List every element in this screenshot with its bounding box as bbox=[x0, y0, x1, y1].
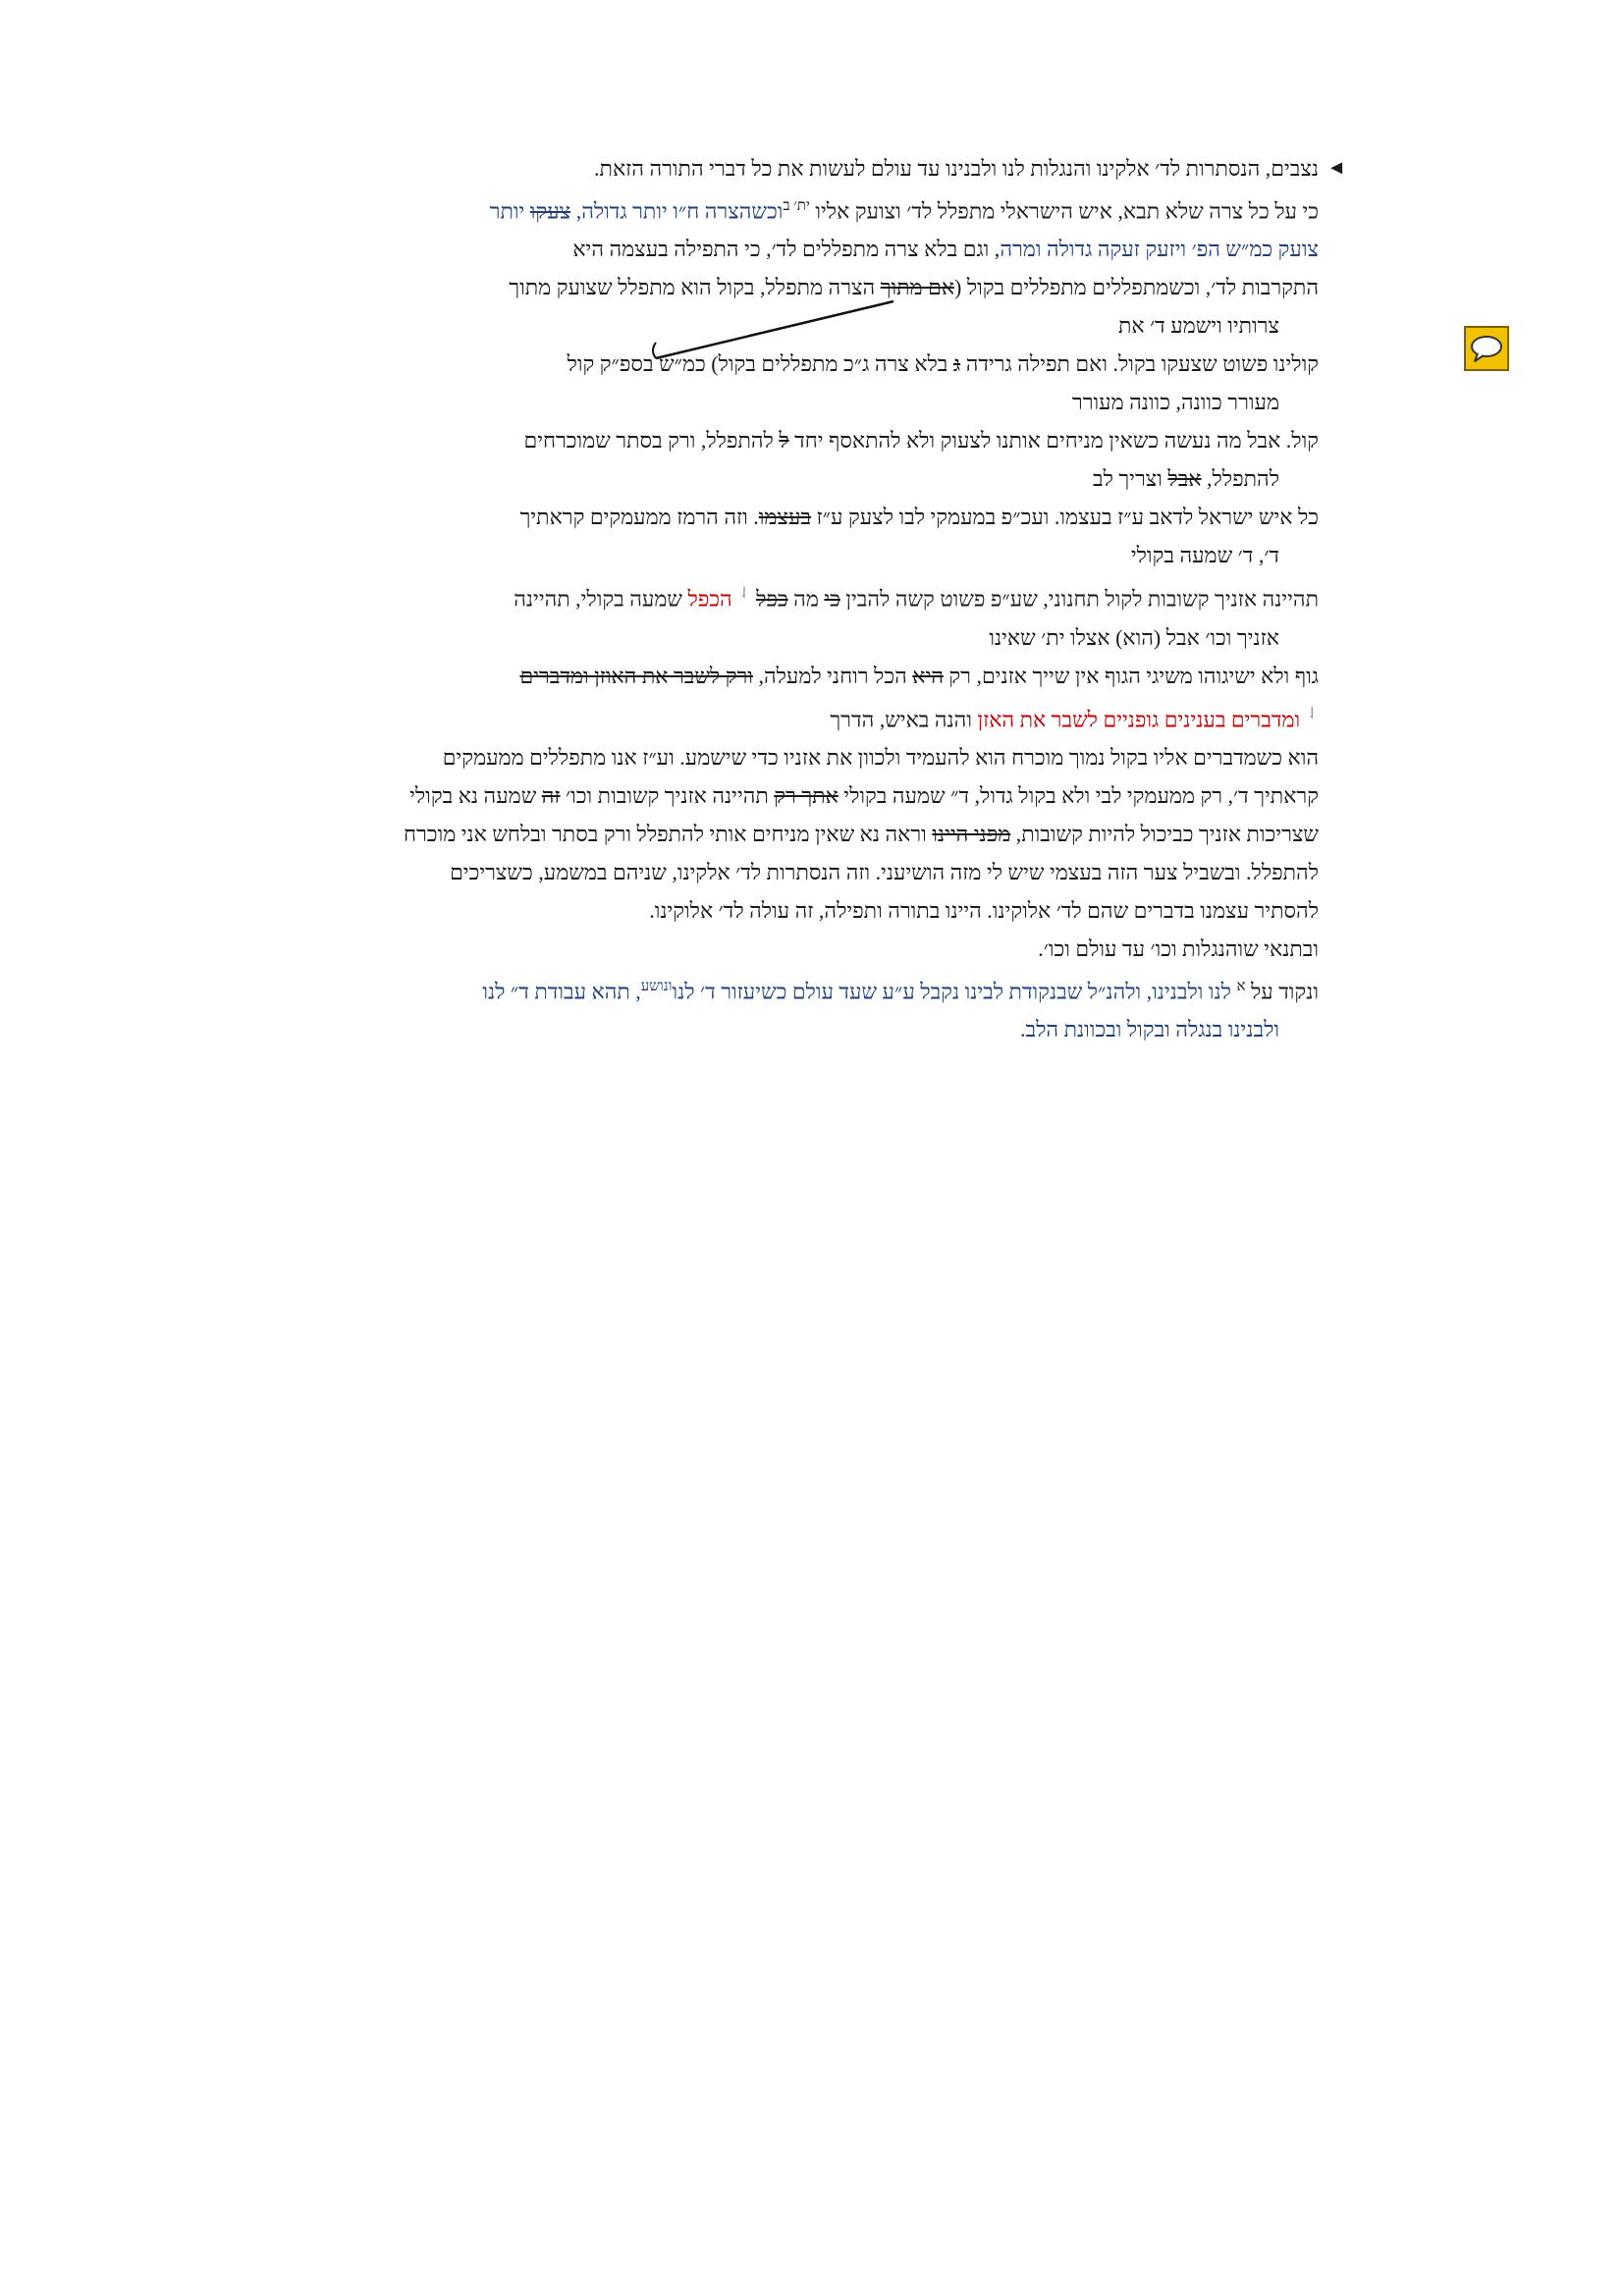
text-segment: הכפל bbox=[687, 586, 738, 612]
text-segment: ונקוד על bbox=[1245, 979, 1319, 1004]
text-segment: תהיינה אזניך קשובות לקול תחנוני, שע״פ פשוט קשה להבין bbox=[839, 586, 1319, 612]
text-segment: גוף ולא ישיגוהו משיגי הגוף אין שייך אזנים, רק bbox=[943, 663, 1319, 688]
text-segment: להתפלל, bbox=[1201, 466, 1279, 492]
text-segment: כי על כל צרה שלא תבא, איש הישראלי מתפלל לד׳ וצועק אליו bbox=[809, 198, 1319, 224]
text-segment: יותר bbox=[489, 198, 530, 224]
text-segment: וכשהצרה ח״ו יותר גדולה, bbox=[570, 198, 784, 224]
text-segment: אבל bbox=[1167, 466, 1202, 492]
text-segment: הצרה מתפלל, בקול הוא מתפלל שצועק מתוך bbox=[509, 275, 881, 300]
text-segment: ובתנאי שוהנגלות וכו׳ עד עולם וכו׳. bbox=[1038, 935, 1319, 961]
text-segment: ⇃ bbox=[1305, 705, 1319, 722]
text-segment: בעצמו bbox=[758, 505, 811, 530]
text-segment: זה bbox=[541, 782, 561, 808]
text-segment: שצריכות אזניך כביכול להיות קשובות, bbox=[1010, 821, 1319, 846]
text-segment: ורק לשבר את האוזן ומדברים bbox=[519, 663, 753, 688]
text-segment: ⇃ bbox=[737, 585, 751, 603]
text-segment: להסתיר עצמנו בדברים שהם לד׳ אלוקינו. היינו בתורה ותפילה, זה עולה לד׳ אלוקינו. bbox=[649, 897, 1319, 923]
text-segment: צרותיו וישמע ד׳ את bbox=[1117, 313, 1279, 339]
text-segment: צעקו bbox=[529, 198, 571, 224]
text-segment: , וגם בלא צרה מתפללים לד׳, כי התפילה בעצמה היא bbox=[572, 237, 1001, 262]
text-segment: מעורר כוונה, כוונה מעורר bbox=[1071, 390, 1279, 415]
text-segment: כל איש ישראל לדאב ע״ז בעצמו. ועכ״פ במעמקי לבו לצעק ע״ז bbox=[811, 505, 1319, 530]
text-segment: ג bbox=[952, 351, 961, 377]
text-segment: והנה באיש, הדרך bbox=[830, 706, 978, 731]
text-segment: תהיינה אזניך קשובות וכו׳ bbox=[560, 782, 775, 808]
text-segment: מפני היינו bbox=[932, 821, 1011, 846]
text-segment: אזניך וכו׳ אבל (הוא) אצלו ית׳ שאינו bbox=[989, 624, 1279, 650]
text-segment: ל bbox=[779, 428, 789, 454]
text-segment: א bbox=[1236, 978, 1246, 994]
bullet-marker: ◄ bbox=[1326, 157, 1346, 179]
text-segment: התקרבות לד׳, וכשמתפללים מתפללים בקול ( bbox=[954, 275, 1319, 300]
text-segment: ב bbox=[783, 198, 794, 214]
comment-icon[interactable] bbox=[1464, 326, 1509, 371]
text-segment: קול. אבל מה נעשה כשאין מניחים אותנו לצעוק ולא להתאסף יחד bbox=[788, 428, 1319, 454]
text-segment: הכל רוחני למעלה, bbox=[752, 663, 913, 688]
text-segment: להתפלל, ורק בסתר שמוכרחים bbox=[523, 428, 780, 454]
text-segment: היא bbox=[912, 663, 944, 688]
speech-bubble-icon bbox=[1466, 328, 1507, 369]
text-segment: אם מתוך bbox=[880, 275, 955, 300]
text-segment: ד׳, ד׳ שמעה בקולי bbox=[1130, 543, 1279, 568]
text-segment: מה bbox=[787, 586, 825, 612]
text-segment: כפל bbox=[756, 586, 788, 612]
text-segment: ולבנינו בנגלה ובקול ובכוונת הלב. bbox=[1020, 1017, 1279, 1042]
text-segment: , תהא עבודת ד״ לנו bbox=[482, 979, 641, 1004]
text-segment: ומדברים בענינים גופניים לשבר את האזן bbox=[977, 706, 1306, 731]
text-segment: כי bbox=[824, 586, 840, 612]
text-segment: צועק כמ״ש הפ׳ ויזעק זעקה גדולה ומרה bbox=[1000, 237, 1319, 262]
text-segment: ונושע bbox=[640, 978, 673, 994]
text-segment: ית׳ bbox=[793, 198, 810, 214]
text-segment: בלא צרה ג״כ מתפללים בקול) כמ״ש בספ״ק קול bbox=[567, 351, 953, 377]
text-segment: וראה נא שאין מניחים אותי להתפלל ורק בסתר ובלחש אני מוכרח bbox=[403, 821, 933, 846]
text-segment: קראתיך ד׳, רק ממעמקי לבי ולא בקול גדול, ד״ שמעה בקולי bbox=[838, 782, 1319, 808]
text-segment: שמעה נא בקולי bbox=[409, 782, 542, 808]
text-segment: הוא כשמדברים אליו בקול נמוך מוכרח הוא להעמיד ולכוון את אזניו כדי שישמע. וע״ז אנו מתפללים ממעמקים bbox=[442, 744, 1319, 770]
text-segment: להתפלל. ובשביל צער הזה בעצמי שיש לי מזה הושיעני. וזה הנסתרות לד׳ אלקינו, שניהם במשמע, כשצריכים bbox=[450, 859, 1319, 884]
text-segment: אתך רק bbox=[774, 782, 839, 808]
text-segment: לנו ולבנינו, ולהנ״ל שבנקודת לבינו נקבל ע״ע שעד עולם כשיעזור ד׳ לנו bbox=[672, 979, 1237, 1004]
text-segment: שמעה בקולי, תהיינה bbox=[514, 586, 688, 612]
text-segment: וצריך לב bbox=[1092, 466, 1168, 492]
text-segment: קולינו פשוט שצעקו בקול. ואם תפילה גרידה bbox=[960, 351, 1319, 377]
text-segment: . וזה הרמז ממעמקים קראתיך bbox=[519, 505, 759, 530]
text-segment: נצבים, הנסתרות לד׳ אלקינו והנגלות לנו ולבנינו עד עולם לעשות את כל דברי התורה הזאת. bbox=[594, 156, 1319, 181]
